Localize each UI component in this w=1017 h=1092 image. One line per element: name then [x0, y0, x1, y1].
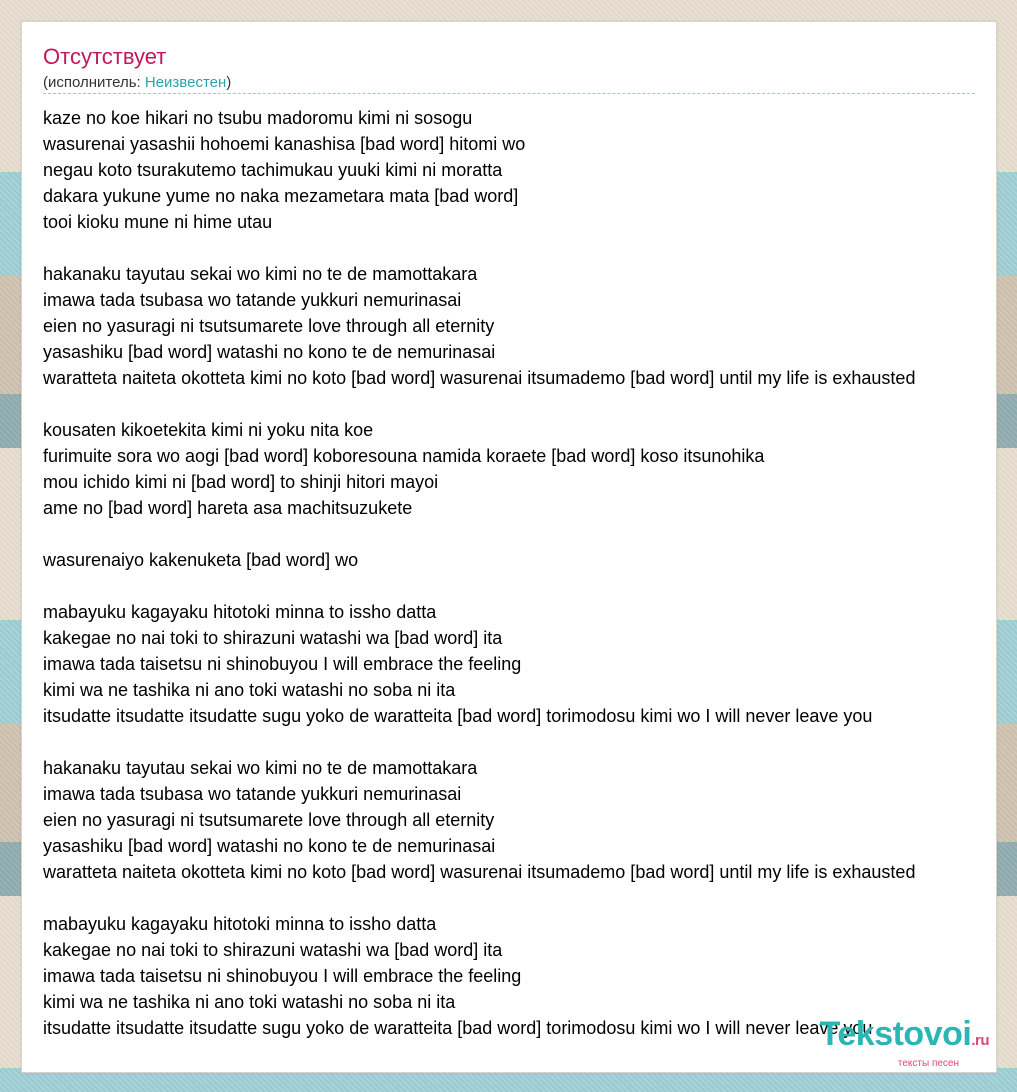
title-divider: [43, 93, 975, 94]
stanza-gap: [43, 391, 915, 417]
lyric-line: kimi wa ne tashika ni ano toki watashi no soba ni ita: [43, 992, 456, 1012]
lyrics-text: [43, 105, 915, 1041]
site-logo[interactable]: [820, 1017, 989, 1070]
stanza-gap: [43, 885, 915, 911]
stanza-gap: [43, 521, 915, 547]
artist-line: [43, 73, 231, 93]
lyric-line: dakara yukune yume no naka mezametara mata [bad word]: [43, 186, 519, 206]
lyric-line: waratteta naiteta okotteta kimi no koto [bad word] wasurenai itsumademo [bad word] until my life is exhausted: [43, 862, 916, 882]
song-title: Отсутствует: [43, 44, 167, 69]
lyric-line: wasurenai yasashii hohoemi kanashisa [bad word] hitomi wo: [43, 134, 526, 154]
lyric-line: waratteta naiteta okotteta kimi no koto [bad word] wasurenai itsumademo [bad word] until my life is exhausted: [43, 368, 916, 388]
lyric-line: eien no yasuragi ni tsutsumarete love through all eternity: [43, 316, 495, 336]
lyric-line: ame no [bad word] hareta asa machitsuzukete: [43, 498, 413, 518]
lyric-line: kakegae no nai toki to shirazuni watashi wa [bad word] ita: [43, 628, 503, 648]
lyric-line: tooi kioku mune ni hime utau: [43, 212, 273, 232]
stanza-gap: [43, 235, 915, 261]
lyric-line: furimuite sora wo aogi [bad word] koboresouna namida koraete [bad word] koso itsunohika: [43, 446, 765, 466]
lyric-line: imawa tada taisetsu ni shinobuyou I will embrace the feeling: [43, 966, 522, 986]
logo-tagline: тексты песен: [897, 1058, 959, 1069]
artist-prefix: (исполнитель:: [43, 74, 145, 91]
lyric-line: itsudatte itsudatte itsudatte sugu yoko de waratteita [bad word] torimodosu kimi wo I will never leave you: [43, 1018, 873, 1038]
lyric-line: kousaten kikoetekita kimi ni yoku nita koe: [43, 420, 374, 440]
lyric-line: mabayuku kagayaku hitotoki minna to issho datta: [43, 914, 437, 934]
lyric-line: hakanaku tayutau sekai wo kimi no te de mamottakara: [43, 758, 478, 778]
lyric-line: imawa tada taisetsu ni shinobuyou I will embrace the feeling: [43, 654, 522, 674]
logo-name: Tekstovoi: [819, 1015, 972, 1053]
lyric-line: imawa tada tsubasa wo tatande yukkuri nemurinasai: [43, 784, 462, 804]
lyric-line: yasashiku [bad word] watashi no kono te de nemurinasai: [43, 836, 496, 856]
stanza-gap: [43, 729, 915, 755]
lyric-line: imawa tada tsubasa wo tatande yukkuri nemurinasai: [43, 290, 462, 310]
lyric-line: wasurenaiyo kakenuketa [bad word] wo: [43, 550, 359, 570]
lyric-line: kaze no koe hikari no tsubu madoromu kimi ni sosogu: [43, 108, 473, 128]
lyrics-card: [21, 21, 997, 1073]
artist-suffix: ): [226, 74, 232, 91]
logo-wordmark: [820, 1017, 989, 1058]
lyric-line: mou ichido kimi ni [bad word] to shinji hitori mayoi: [43, 472, 439, 492]
logo-tld: .ru: [971, 1032, 989, 1049]
lyric-line: kimi wa ne tashika ni ano toki watashi no soba ni ita: [43, 680, 456, 700]
lyric-line: kakegae no nai toki to shirazuni watashi wa [bad word] ita: [43, 940, 503, 960]
lyric-line: itsudatte itsudatte itsudatte sugu yoko de waratteita [bad word] torimodosu kimi wo I will never leave you: [43, 706, 873, 726]
artist-link[interactable]: Неизвестен: [144, 74, 227, 91]
lyric-line: negau koto tsurakutemo tachimukau yuuki kimi ni moratta: [43, 160, 503, 180]
lyric-line: eien no yasuragi ni tsutsumarete love through all eternity: [43, 810, 495, 830]
lyric-line: hakanaku tayutau sekai wo kimi no te de mamottakara: [43, 264, 478, 284]
lyric-line: mabayuku kagayaku hitotoki minna to issho datta: [43, 602, 437, 622]
stanza-gap: [43, 573, 915, 599]
lyric-line: yasashiku [bad word] watashi no kono te de nemurinasai: [43, 342, 496, 362]
